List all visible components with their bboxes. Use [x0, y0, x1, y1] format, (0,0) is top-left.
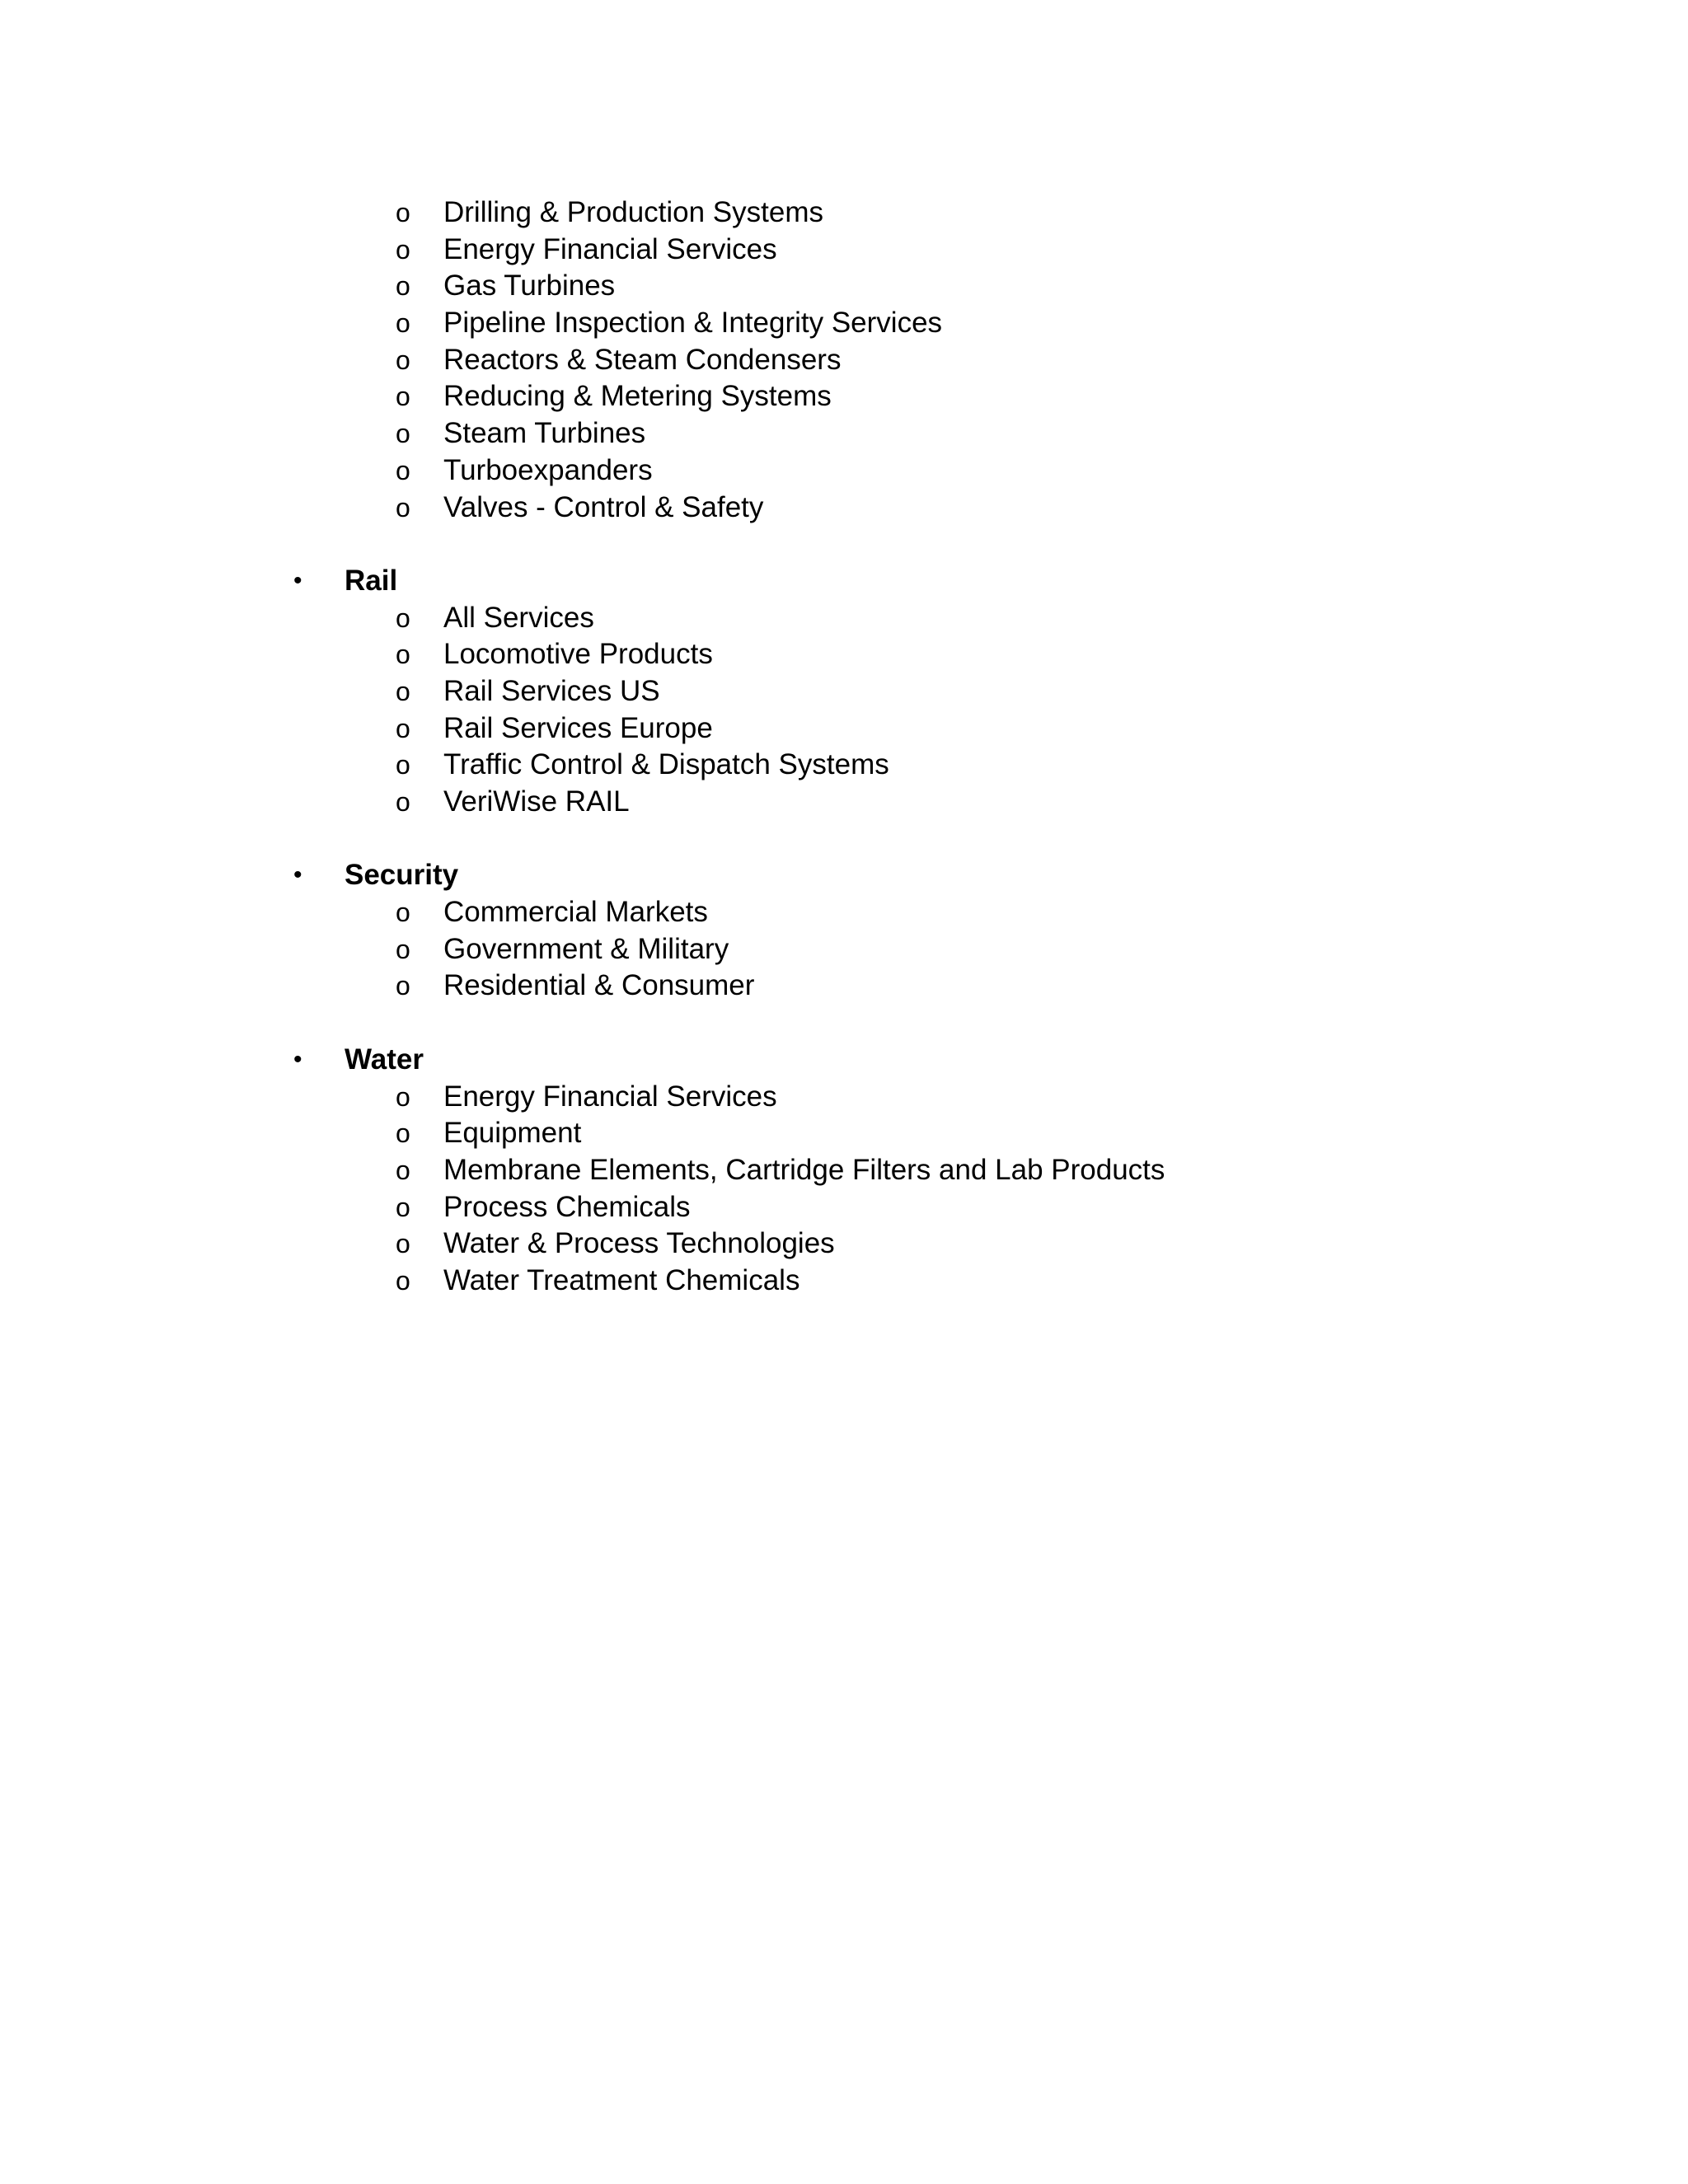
list-item-label: Steam Turbines	[443, 417, 646, 450]
section-heading-label: Security	[345, 859, 459, 892]
spacer	[0, 526, 1688, 563]
circle-bullet-icon: o	[396, 676, 410, 706]
list-item	[0, 1263, 1688, 1300]
list-item	[0, 931, 1688, 968]
list-item-label: Locomotive Products	[443, 638, 713, 671]
list-item	[0, 1079, 1688, 1116]
circle-bullet-icon: o	[396, 344, 410, 375]
list-item	[0, 710, 1688, 748]
circle-bullet-icon: o	[396, 419, 410, 449]
list-item	[0, 1226, 1688, 1263]
list-item-label: Residential & Consumer	[443, 969, 755, 1002]
list-item	[0, 232, 1688, 269]
list-item	[0, 305, 1688, 342]
list-item-label: Energy Financial Services	[443, 1080, 777, 1113]
list-item-label: Valves - Control & Safety	[443, 490, 764, 523]
list-item	[0, 342, 1688, 379]
document-body	[0, 194, 1688, 1300]
circle-bullet-icon: o	[396, 713, 410, 743]
list-item-label: Water Treatment Chemicals	[443, 1263, 800, 1296]
list-item-label: Energy Financial Services	[443, 232, 777, 265]
circle-bullet-icon: o	[396, 308, 410, 339]
circle-bullet-icon: o	[396, 234, 410, 265]
section-heading	[0, 1042, 1688, 1079]
list-item-label: Gas Turbines	[443, 269, 616, 302]
continued-sublist	[0, 194, 1688, 526]
list-item	[0, 415, 1688, 452]
list-item	[0, 378, 1688, 415]
list-item-label: Drilling & Production Systems	[443, 196, 823, 228]
section-heading-label: Water	[345, 1043, 424, 1076]
list-item-label: Government & Military	[443, 932, 729, 965]
list-item	[0, 636, 1688, 673]
circle-bullet-icon: o	[396, 1265, 410, 1296]
list-item	[0, 894, 1688, 931]
section-rail	[0, 563, 1688, 821]
circle-bullet-icon: o	[396, 750, 410, 780]
list-item-label: VeriWise RAIL	[443, 785, 630, 818]
list-item-label: Equipment	[443, 1117, 582, 1150]
list-item	[0, 968, 1688, 1005]
list-item-label: Membrane Elements, Cartridge Filters and Lab Products	[443, 1153, 1165, 1186]
list-item	[0, 268, 1688, 305]
circle-bullet-icon: o	[396, 1229, 410, 1259]
circle-bullet-icon: o	[396, 1081, 410, 1112]
list-item-label: Turboexpanders	[443, 453, 653, 486]
circle-bullet-icon: o	[396, 898, 410, 928]
bullet-icon: •	[293, 861, 302, 889]
list-item-label: Rail Services Europe	[443, 711, 713, 744]
list-item	[0, 1115, 1688, 1152]
section-security	[0, 857, 1688, 1005]
spacer	[0, 821, 1688, 858]
list-item	[0, 1152, 1688, 1189]
section-water	[0, 1042, 1688, 1300]
list-item-label: All Services	[443, 601, 594, 634]
circle-bullet-icon: o	[396, 382, 410, 412]
section-heading	[0, 563, 1688, 600]
circle-bullet-icon: o	[396, 455, 410, 485]
list-item-label: Traffic Control & Dispatch Systems	[443, 748, 889, 781]
circle-bullet-icon: o	[396, 1155, 410, 1185]
list-item	[0, 673, 1688, 710]
list-item	[0, 194, 1688, 232]
list-item-label: Reducing & Metering Systems	[443, 380, 832, 413]
list-item-label: Commercial Markets	[443, 896, 708, 929]
section-heading-label: Rail	[345, 564, 398, 597]
list-item-label: Rail Services US	[443, 674, 660, 707]
list-item	[0, 747, 1688, 784]
circle-bullet-icon: o	[396, 1118, 410, 1149]
list-item-label: Process Chemicals	[443, 1190, 691, 1223]
circle-bullet-icon: o	[396, 271, 410, 302]
list-item	[0, 600, 1688, 637]
list-item	[0, 452, 1688, 490]
circle-bullet-icon: o	[396, 934, 410, 964]
bullet-icon: •	[293, 566, 302, 594]
list-item	[0, 784, 1688, 821]
circle-bullet-icon: o	[396, 602, 410, 633]
list-item-label: Water & Process Technologies	[443, 1227, 835, 1260]
list-item	[0, 490, 1688, 527]
spacer	[0, 1005, 1688, 1042]
list-item	[0, 1189, 1688, 1226]
bullet-icon: •	[293, 1045, 302, 1073]
list-item-label: Reactors & Steam Condensers	[443, 343, 842, 376]
circle-bullet-icon: o	[396, 787, 410, 817]
circle-bullet-icon: o	[396, 492, 410, 523]
circle-bullet-icon: o	[396, 971, 410, 1001]
circle-bullet-icon: o	[396, 640, 410, 670]
section-heading	[0, 857, 1688, 894]
circle-bullet-icon: o	[396, 198, 410, 227]
list-item-label: Pipeline Inspection & Integrity Services	[443, 307, 943, 340]
circle-bullet-icon: o	[396, 1192, 410, 1222]
